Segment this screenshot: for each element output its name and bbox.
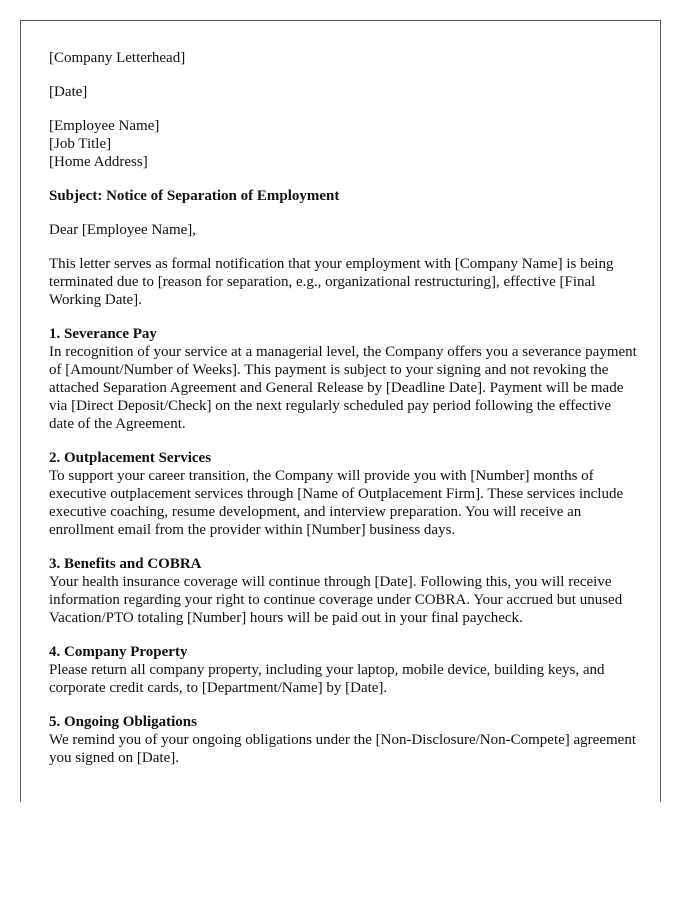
section-title: 4. Company Property xyxy=(49,644,188,660)
letter-content xyxy=(49,49,639,783)
section-body: To support your career transition, the Company will provide you with [Number] months of executive outplacement services through [Name of Outplacement Firm]. These services include executive coaching, resume development, and interview preparation. You will receive an enrollment email from the provider within [Number] business days. xyxy=(49,468,624,538)
letter-intro: This letter serves as formal notification that your employment with [Company Name] is being terminated due to [reason for separation, e.g., organizational restructuring], effective [Final Working Date]. xyxy=(49,256,614,308)
section-title: 5. Ongoing Obligations xyxy=(49,714,197,730)
section-body: We remind you of your ongoing obligations under the [Non-Disclosure/Non-Compete] agreement you signed on [Date]. xyxy=(49,732,636,766)
section-ongoing-obligations xyxy=(49,713,639,767)
section-title: 2. Outplacement Services xyxy=(49,450,212,466)
section-body: In recognition of your service at a managerial level, the Company offers you a severance payment of [Amount/Number of Weeks]. This payment is subject to your signing and not revoking the attached Separation Agreement and General Release by [Deadline Date]. Payment will be made via [Direct Deposit/Check] on the next regularly scheduled pay period following the effective date of the Agreement. xyxy=(49,344,637,432)
section-company-property xyxy=(49,643,639,697)
letter-date: [Date] xyxy=(49,84,88,100)
letter-page xyxy=(20,20,661,802)
letter-salutation: Dear [Employee Name], xyxy=(49,222,197,238)
recipient-job-title: [Job Title] xyxy=(49,136,112,152)
section-body: Your health insurance coverage will continue through [Date]. Following this, you will receive information regarding your right to continue coverage under COBRA. Your accrued but unused Vacation/PTO totaling [Number] hours will be paid out in your final paycheck. xyxy=(49,574,623,626)
recipient-block xyxy=(49,117,639,171)
letter-subject: Subject: Notice of Separation of Employment xyxy=(49,188,340,204)
section-outplacement-services xyxy=(49,449,639,539)
recipient-address: [Home Address] xyxy=(49,154,148,170)
section-benefits-cobra xyxy=(49,555,639,627)
section-severance-pay xyxy=(49,325,639,433)
section-body: Please return all company property, including your laptop, mobile device, building keys, and corporate credit cards, to [Department/Name] by [Date]. xyxy=(49,662,605,696)
section-title: 3. Benefits and COBRA xyxy=(49,556,202,572)
recipient-name: [Employee Name] xyxy=(49,118,160,134)
company-letterhead: [Company Letterhead] xyxy=(49,50,186,66)
section-title: 1. Severance Pay xyxy=(49,326,157,342)
